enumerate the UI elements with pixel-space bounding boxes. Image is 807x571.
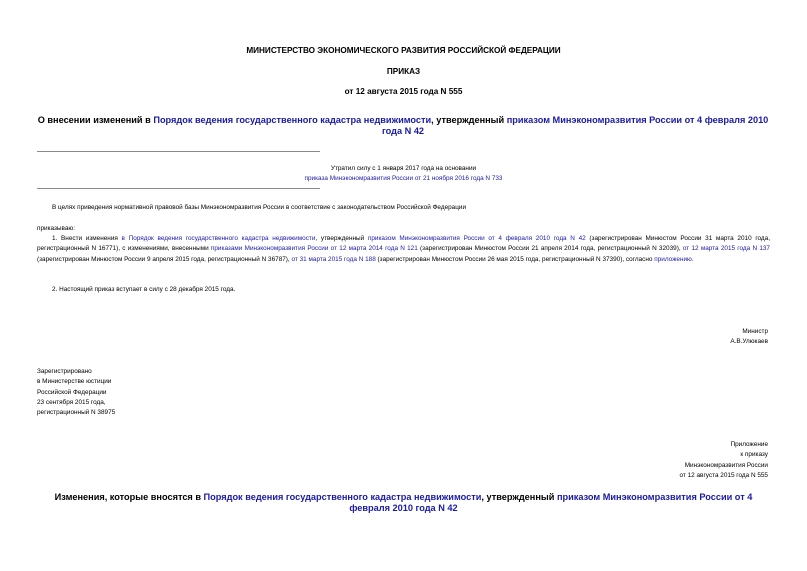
item-1-paragraph xyxy=(37,234,770,265)
item-2-paragraph: 2. Настоящий приказ вступает в силу с 28 декабря 2015 года. xyxy=(52,286,236,293)
title-prefix: О внесении изменений в xyxy=(37,115,154,125)
registration-line: Российской Федерации xyxy=(37,388,107,396)
appendix-ref-line: Приложение xyxy=(730,441,768,448)
item-1-text-f: (зарегистрирован Минюстом России 26 мая 2015 года, регистрационный N 37390), согласно xyxy=(375,255,655,263)
registration-line: регистрационный N 38975 xyxy=(37,409,116,417)
signature-position: Министр xyxy=(742,328,768,335)
appendix-title-link-procedure[interactable]: Порядок ведения государственного кадастра недвижимости xyxy=(203,492,482,502)
item-1-link-procedure[interactable]: в Порядок ведения государственного кадастра недвижимости xyxy=(121,235,316,242)
appendix-title-prefix: Изменения, которые вносятся в xyxy=(54,492,204,502)
doc-type-heading: ПРИКАЗ xyxy=(386,67,421,76)
divider-top xyxy=(37,151,320,152)
item-1-link-order-121[interactable]: приказами Минэкономразвития России от 12 марта 2014 года N 121 xyxy=(210,245,418,253)
divider-bottom xyxy=(37,188,320,189)
date-number-heading: от 12 августа 2015 года N 555 xyxy=(344,87,463,96)
registration-line: 23 сентября 2015 года, xyxy=(37,398,106,406)
registration-line: Зарегистрировано xyxy=(37,368,92,375)
order-word: приказываю: xyxy=(37,225,75,232)
appendix-ref-line: Минэкономразвития России xyxy=(684,461,768,469)
appendix-title-middle: , утвержденный xyxy=(481,492,557,502)
appendix-ref-line: к приказу xyxy=(740,451,768,459)
registration-block xyxy=(37,367,237,418)
expired-notice: Утратил силу с 1 января 2017 года на основании xyxy=(330,165,477,172)
item-1-link-order-42[interactable]: приказом Минэкономразвития России от 4 февраля 2010 года N 42 xyxy=(367,235,586,242)
registration-line: в Министерстве юстиции xyxy=(37,378,112,386)
item-1-text-g: . xyxy=(691,255,694,263)
appendix-title xyxy=(40,492,767,514)
signature-name: А.В.Улюкаев xyxy=(730,338,768,345)
item-1-text-e: (зарегистрирован Минюстом России 9 апреля 2015 года, регистрационный N 36787), xyxy=(37,255,292,263)
title-link-order-42[interactable]: приказом Минэкономразвития России от 4 февраля 2010 года N 42 xyxy=(381,115,769,136)
expired-notice-link-line xyxy=(0,174,807,184)
item-1-text-d: (зарегистрирован Минюстом России 21 апреля 2014 года, регистрационный N 32039), xyxy=(417,245,683,253)
title-middle: , утвержденный xyxy=(431,115,507,125)
item-1-text-b: , утвержденный xyxy=(315,235,368,242)
appendix-reference xyxy=(570,440,768,481)
appendix-ref-line: от 12 августа 2015 года N 555 xyxy=(679,471,768,479)
item-1-link-order-188[interactable]: от 31 марта 2015 года N 188 xyxy=(291,255,376,263)
item-1-text-c: (зарегистрирован Минюстом России 31 марта 2010 года, регистрационный N 16771), с изменениями, внесенными xyxy=(37,235,770,253)
appendix-title-link-order-42[interactable]: приказом Минэкономразвития России от 4 февраля 2010 года N 42 xyxy=(349,492,753,513)
ministry-heading: МИНИСТЕРСТВО ЭКОНОМИЧЕСКОГО РАЗВИТИЯ РОССИЙСКОЙ ФЕДЕРАЦИИ xyxy=(246,46,561,55)
item-1-text-a: 1. Внести изменения xyxy=(52,235,122,242)
title-link-procedure[interactable]: Порядок ведения государственного кадастра недвижимости xyxy=(153,115,432,125)
preamble-text: В целях приведения нормативной правовой базы Минэкономразвития России в соответствие с законодательством Российской Федерации xyxy=(52,204,467,211)
expired-order-link[interactable]: приказа Минэкономразвития России от 21 ноября 2016 года N 733 xyxy=(304,175,503,182)
document-title xyxy=(28,115,778,137)
item-1-link-order-137[interactable]: от 12 марта 2015 года N 137 xyxy=(682,245,770,253)
item-1-link-appendix[interactable]: приложению xyxy=(654,255,692,263)
